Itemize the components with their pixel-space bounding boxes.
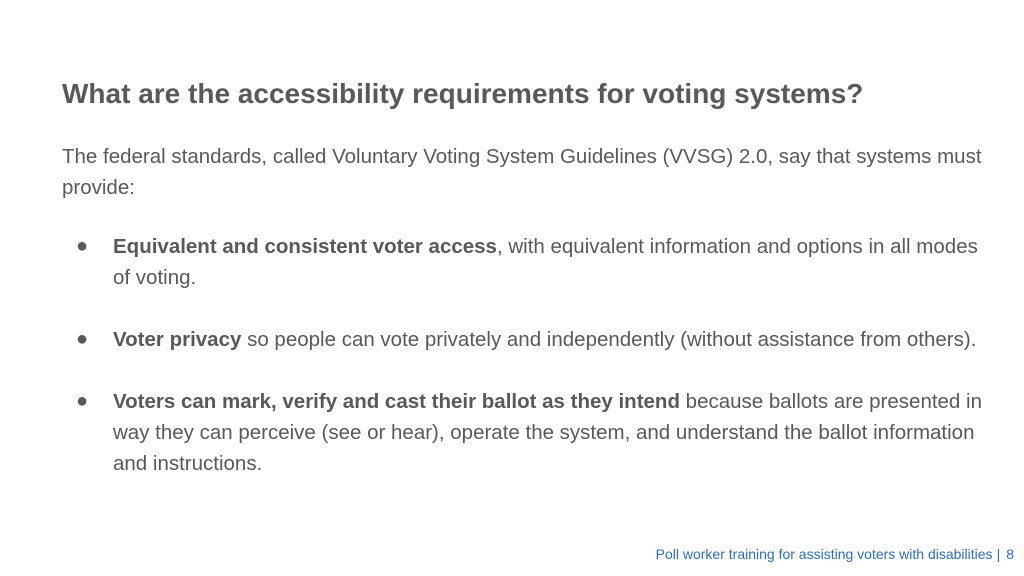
bullet-icon: ●: [76, 235, 89, 257]
footer-separator: |: [996, 546, 1001, 562]
bullet-icon: ●: [76, 328, 89, 350]
bullet-bold-text: Voter privacy: [113, 328, 242, 351]
bullet-bold-text: Voters can mark, verify and cast their ballot as they intend: [113, 390, 680, 413]
bullet-bold-text: Equivalent and consistent voter access: [113, 235, 497, 258]
bullet-text: because ballots are presented in way they can perceive (see or hear), operate the system, and understand the ballot information and instructions.: [113, 390, 982, 475]
footer-text: Poll worker training for assisting voters with disabilities: [655, 546, 993, 562]
intro-paragraph: The federal standards, called Voluntary Voting System Guidelines (VVSG) 2.0, say that systems must provide:: [62, 145, 982, 199]
bullet-text: so people can vote privately and independently (without assistance from others).: [241, 328, 977, 351]
bullet-icon: ●: [76, 390, 89, 412]
slide-footer: [656, 544, 1014, 564]
bullet-text: , with equivalent information and options in all modes of voting.: [113, 235, 978, 289]
list-item: [62, 324, 982, 355]
list-item: [62, 386, 982, 479]
requirements-list: [62, 231, 982, 510]
slide-title: What are the accessibility requirements for voting systems?: [62, 78, 864, 109]
list-item: [62, 231, 982, 293]
page-number: 8: [1006, 546, 1014, 562]
